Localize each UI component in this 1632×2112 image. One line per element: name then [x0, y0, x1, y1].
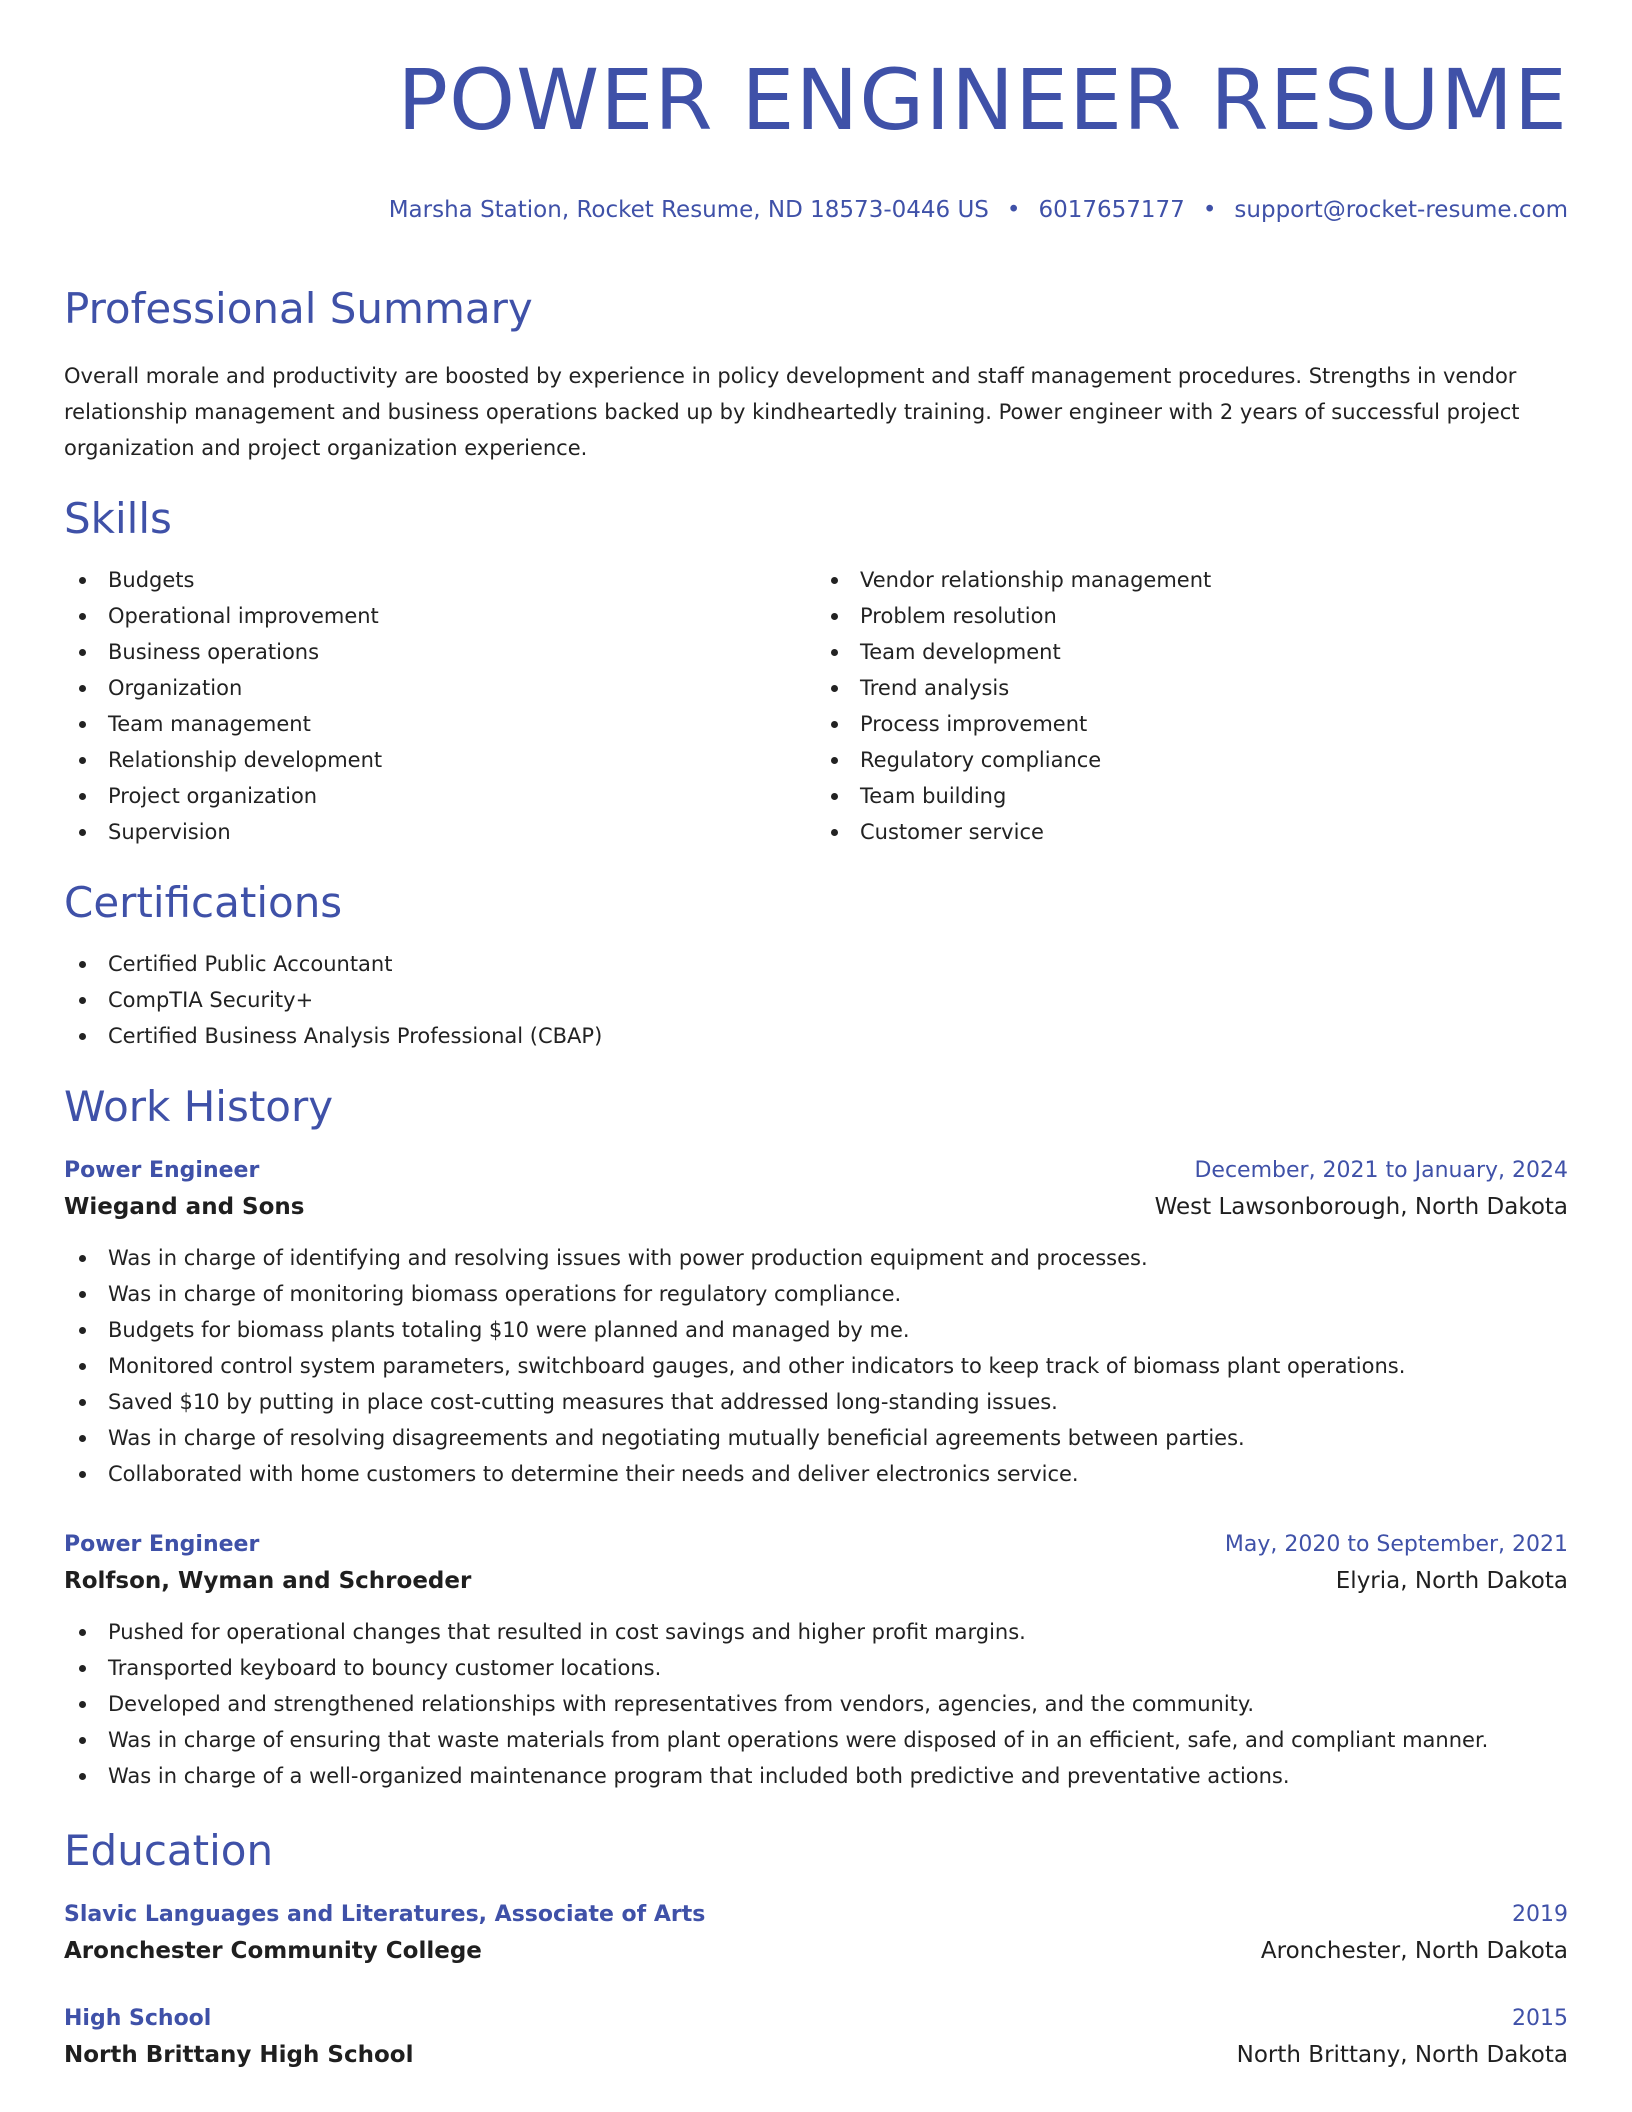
resume-title: POWER ENGINEER RESUME: [397, 51, 1568, 149]
job-entry: [64, 1154, 1568, 1492]
skills-heading: Skills: [64, 494, 172, 543]
contact-address: Marsha Station, Rocket Resume, ND 18573-0446 US: [388, 197, 989, 223]
education-school: Aronchester Community College: [64, 1938, 482, 1964]
skill-item: Problem resolution: [816, 598, 1568, 634]
contact-line: [64, 194, 1568, 226]
duty-item: Was in charge of monitoring biomass operations for regulatory compliance.: [64, 1276, 1568, 1312]
duty-item: Was in charge of identifying and resolving issues with power production equipment and processes.: [64, 1240, 1568, 1276]
job-company: Rolfson, Wyman and Schroeder: [64, 1568, 472, 1594]
education-entry: [64, 1898, 1568, 1970]
skill-item: Trend analysis: [816, 670, 1568, 706]
skill-item: Customer service: [816, 814, 1568, 850]
duty-item: Budgets for biomass plants totaling $10 were planned and managed by me.: [64, 1312, 1568, 1348]
skill-item: Operational improvement: [64, 598, 816, 634]
duty-item: Transported keyboard to bouncy customer locations.: [64, 1650, 1568, 1686]
certifications-heading: Certifications: [64, 878, 343, 927]
skill-item: Relationship development: [64, 742, 816, 778]
summary-heading: Professional Summary: [64, 284, 533, 333]
skills-list-left: [64, 562, 816, 850]
skills-columns: [64, 562, 1568, 850]
education-entry: [64, 2002, 1568, 2074]
skill-item: Process improvement: [816, 706, 1568, 742]
duty-item: Monitored control system parameters, switchboard gauges, and other indicators to keep track of biomass plant operations.: [64, 1348, 1568, 1384]
skill-item: Team building: [816, 778, 1568, 814]
duty-item: Was in charge of resolving disagreements and negotiating mutually beneficial agreements between parties.: [64, 1420, 1568, 1456]
education-heading: Education: [64, 1826, 274, 1875]
job-entry: [64, 1528, 1568, 1794]
skill-item: Organization: [64, 670, 816, 706]
education-year: 2019: [1512, 1902, 1568, 1927]
skills-list-right: [816, 562, 1568, 850]
skill-item: Supervision: [64, 814, 816, 850]
duty-item: Was in charge of a well-organized maintenance program that included both predictive and preventative actions.: [64, 1758, 1568, 1794]
job-dates: May, 2020 to September, 2021: [1224, 1532, 1568, 1557]
skill-item: Vendor relationship management: [816, 562, 1568, 598]
job-title: Power Engineer: [64, 1158, 260, 1183]
education-school: North Brittany High School: [64, 2042, 414, 2068]
job-title: Power Engineer: [64, 1532, 260, 1557]
certification-item: Certified Business Analysis Professional (CBAP): [64, 1018, 1568, 1054]
work-history-heading: Work History: [64, 1082, 334, 1131]
duty-item: Saved $10 by putting in place cost-cutting measures that addressed long-standing issues.: [64, 1384, 1568, 1420]
skill-item: Project organization: [64, 778, 816, 814]
contact-separator: •: [1202, 197, 1217, 223]
education-degree: High School: [64, 2006, 212, 2031]
job-duties: [64, 1240, 1568, 1492]
education-degree: Slavic Languages and Literatures, Associate of Arts: [64, 1902, 706, 1927]
job-location: Elyria, North Dakota: [1335, 1568, 1568, 1594]
skill-item: Team management: [64, 706, 816, 742]
skill-item: Business operations: [64, 634, 816, 670]
job-location: West Lawsonborough, North Dakota: [1154, 1194, 1568, 1220]
education-location: North Brittany, North Dakota: [1236, 2042, 1568, 2068]
summary-text: Overall morale and productivity are boosted by experience in policy development and staff management procedures. Strengths in vendor relationship management and business operations backed up by kindheartedly training. Power engineer with 2 years of successful project organization and project organization experience.: [64, 364, 1520, 460]
certification-item: Certified Public Accountant: [64, 946, 1568, 982]
education-year: 2015: [1512, 2006, 1568, 2031]
skill-item: Regulatory compliance: [816, 742, 1568, 778]
contact-phone[interactable]: 6017657177: [1038, 197, 1185, 223]
duty-item: Pushed for operational changes that resulted in cost savings and higher profit margins.: [64, 1614, 1568, 1650]
certification-item: CompTIA Security+: [64, 982, 1568, 1018]
certifications-list: [64, 946, 1568, 1054]
skill-item: Team development: [816, 634, 1568, 670]
duty-item: Developed and strengthened relationships with representatives from vendors, agencies, and the community.: [64, 1686, 1568, 1722]
contact-separator: •: [1006, 197, 1021, 223]
duty-item: Collaborated with home customers to determine their needs and deliver electronics service.: [64, 1456, 1568, 1492]
contact-email[interactable]: support@rocket-resume.com: [1234, 197, 1568, 223]
job-dates: December, 2021 to January, 2024: [1194, 1158, 1568, 1183]
duty-item: Was in charge of ensuring that waste materials from plant operations were disposed of in an efficient, safe, and compliant manner.: [64, 1722, 1568, 1758]
education-location: Aronchester, North Dakota: [1260, 1938, 1568, 1964]
job-company: Wiegand and Sons: [64, 1194, 305, 1220]
job-duties: [64, 1614, 1568, 1794]
skill-item: Budgets: [64, 562, 816, 598]
